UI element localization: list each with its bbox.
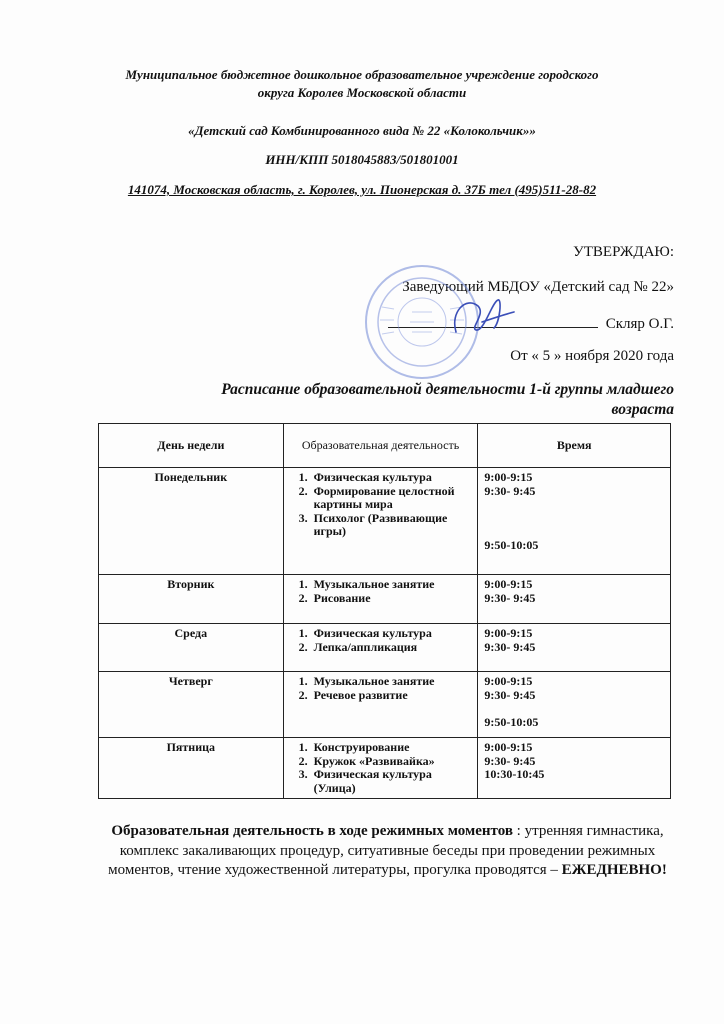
activity-item bbox=[288, 592, 474, 606]
time-slot: 9:30- 9:45 bbox=[484, 590, 536, 605]
activity-text: Кружок «Развивайка» bbox=[313, 753, 435, 768]
schedule-body bbox=[99, 468, 671, 799]
time-slot: 9:50-10:05 bbox=[484, 537, 539, 552]
approver-position: Заведующий МБДОУ «Детский сад № 22» bbox=[402, 279, 674, 295]
activity-number: 3. bbox=[298, 767, 308, 781]
activity-item bbox=[288, 578, 474, 592]
time-cell bbox=[478, 575, 671, 624]
time-slot: 9:30- 9:45 bbox=[484, 639, 536, 654]
time-cell bbox=[478, 738, 671, 799]
approve-label: УТВЕРЖДАЮ: bbox=[573, 244, 674, 260]
time-cell bbox=[478, 624, 671, 672]
time-slot bbox=[484, 498, 664, 512]
day-cell: Понедельник bbox=[99, 468, 284, 575]
activity-text: Музыкальное занятие bbox=[313, 577, 435, 591]
time-slot bbox=[484, 525, 664, 539]
time-slot: 9:30- 9:45 bbox=[484, 483, 536, 498]
table-header-row bbox=[99, 424, 671, 468]
activity-item bbox=[288, 741, 474, 755]
day-cell: Вторник bbox=[99, 575, 284, 624]
table-row bbox=[99, 575, 671, 624]
table-row bbox=[99, 468, 671, 575]
activity-item bbox=[288, 675, 474, 689]
activity-cell bbox=[283, 624, 478, 672]
time-slot bbox=[484, 702, 664, 716]
activity-number: 2. bbox=[298, 639, 308, 654]
activity-cell bbox=[283, 738, 478, 799]
handwritten-signature bbox=[448, 292, 518, 340]
table-row bbox=[99, 624, 671, 672]
signer-name: Скляр О.Г. bbox=[605, 316, 674, 332]
time-slot bbox=[484, 512, 664, 526]
table-row bbox=[99, 738, 671, 799]
activity-item bbox=[288, 768, 474, 795]
activity-item bbox=[288, 512, 474, 539]
time-slot: 9:00-9:15 bbox=[484, 470, 533, 484]
header-activity: Образовательная деятельность bbox=[283, 424, 478, 468]
activity-number: 1. bbox=[298, 674, 308, 688]
time-slot: 9:00-9:15 bbox=[484, 626, 533, 640]
activity-number: 2. bbox=[298, 753, 308, 768]
activity-cell bbox=[283, 575, 478, 624]
activity-text: Конструирование bbox=[313, 740, 410, 754]
time-slot: 9:30- 9:45 bbox=[484, 687, 536, 702]
activity-number: 2. bbox=[298, 590, 308, 605]
day-cell: Среда bbox=[99, 624, 284, 672]
activity-item bbox=[288, 627, 474, 641]
activity-text: Физическая культура bbox=[313, 470, 432, 484]
time-slot: 9:00-9:15 bbox=[484, 740, 533, 754]
time-slot: 9:50-10:05 bbox=[484, 714, 539, 729]
day-cell: Пятница bbox=[99, 738, 284, 799]
activity-number: 3. bbox=[298, 510, 308, 525]
org-address: 141074, Московская область, г. Королев, ул. Пионерская д. 37Б тел (495)511-28-82 bbox=[127, 182, 597, 197]
footer-body: : утренняя гимнастика, комплекс закаливающих процедур, ситуативные беседы при проведении режимных моментов, чтение художественной литературы, прогулка проводятся – bbox=[108, 823, 664, 878]
org-inn-kpp: ИНН/КПП 5018045883/501801001 bbox=[265, 152, 459, 167]
activity-text: Психолог (Развивающие игры) bbox=[313, 510, 448, 538]
time-cell bbox=[478, 468, 671, 575]
schedule-title-line2: возраста bbox=[611, 401, 674, 418]
time-slot: 9:00-9:15 bbox=[484, 577, 533, 591]
activity-number: 2. bbox=[298, 483, 308, 498]
activity-number: 2. bbox=[298, 687, 308, 702]
org-kindergarten-name: «Детский сад Комбинированного вида № 22 «Колокольчик»» bbox=[188, 123, 536, 138]
activity-text: Речевое развитие bbox=[313, 687, 408, 702]
time-cell bbox=[478, 672, 671, 738]
footer-note bbox=[100, 822, 675, 881]
header-time: Время bbox=[478, 424, 671, 468]
activity-text: Лепка/аппликация bbox=[313, 639, 418, 654]
activity-number: 1. bbox=[298, 626, 308, 640]
activity-cell bbox=[283, 672, 478, 738]
activity-item bbox=[288, 485, 474, 512]
activity-text: Физическая культура (Улица) bbox=[313, 767, 432, 795]
activity-cell bbox=[283, 468, 478, 575]
activity-number: 1. bbox=[298, 577, 308, 591]
org-name-line2: округа Королев Московской области bbox=[257, 85, 467, 100]
activity-text: Физическая культура bbox=[313, 626, 432, 640]
time-slot: 10:30-10:45 bbox=[484, 767, 545, 781]
org-name-line1: Муниципальное бюджетное дошкольное образовательное учреждение городского bbox=[125, 67, 599, 82]
header-day: День недели bbox=[99, 424, 284, 468]
time-slot: 9:30- 9:45 bbox=[484, 753, 536, 768]
activity-number: 1. bbox=[298, 470, 308, 484]
time-slot: 9:00-9:15 bbox=[484, 674, 533, 688]
footer-tail: ЕЖЕДНЕВНО! bbox=[561, 862, 667, 878]
schedule-table bbox=[98, 423, 671, 799]
activity-item bbox=[288, 641, 474, 655]
activity-number: 1. bbox=[298, 740, 308, 754]
activity-text: Музыкальное занятие bbox=[313, 674, 435, 688]
footer-lead: Образовательная деятельность в ходе режимных моментов bbox=[111, 823, 513, 839]
day-cell: Четверг bbox=[99, 672, 284, 738]
approval-date: От « 5 » ноября 2020 года bbox=[510, 348, 674, 364]
activity-item bbox=[288, 755, 474, 769]
activity-text: Рисование bbox=[313, 590, 371, 605]
schedule-title-line1: Расписание образовательной деятельности 1-й группы младшего bbox=[221, 381, 674, 398]
activity-item bbox=[288, 689, 474, 703]
activity-text: Формирование целостной картины мира bbox=[313, 483, 455, 511]
table-row bbox=[99, 672, 671, 738]
activity-item bbox=[288, 471, 474, 485]
